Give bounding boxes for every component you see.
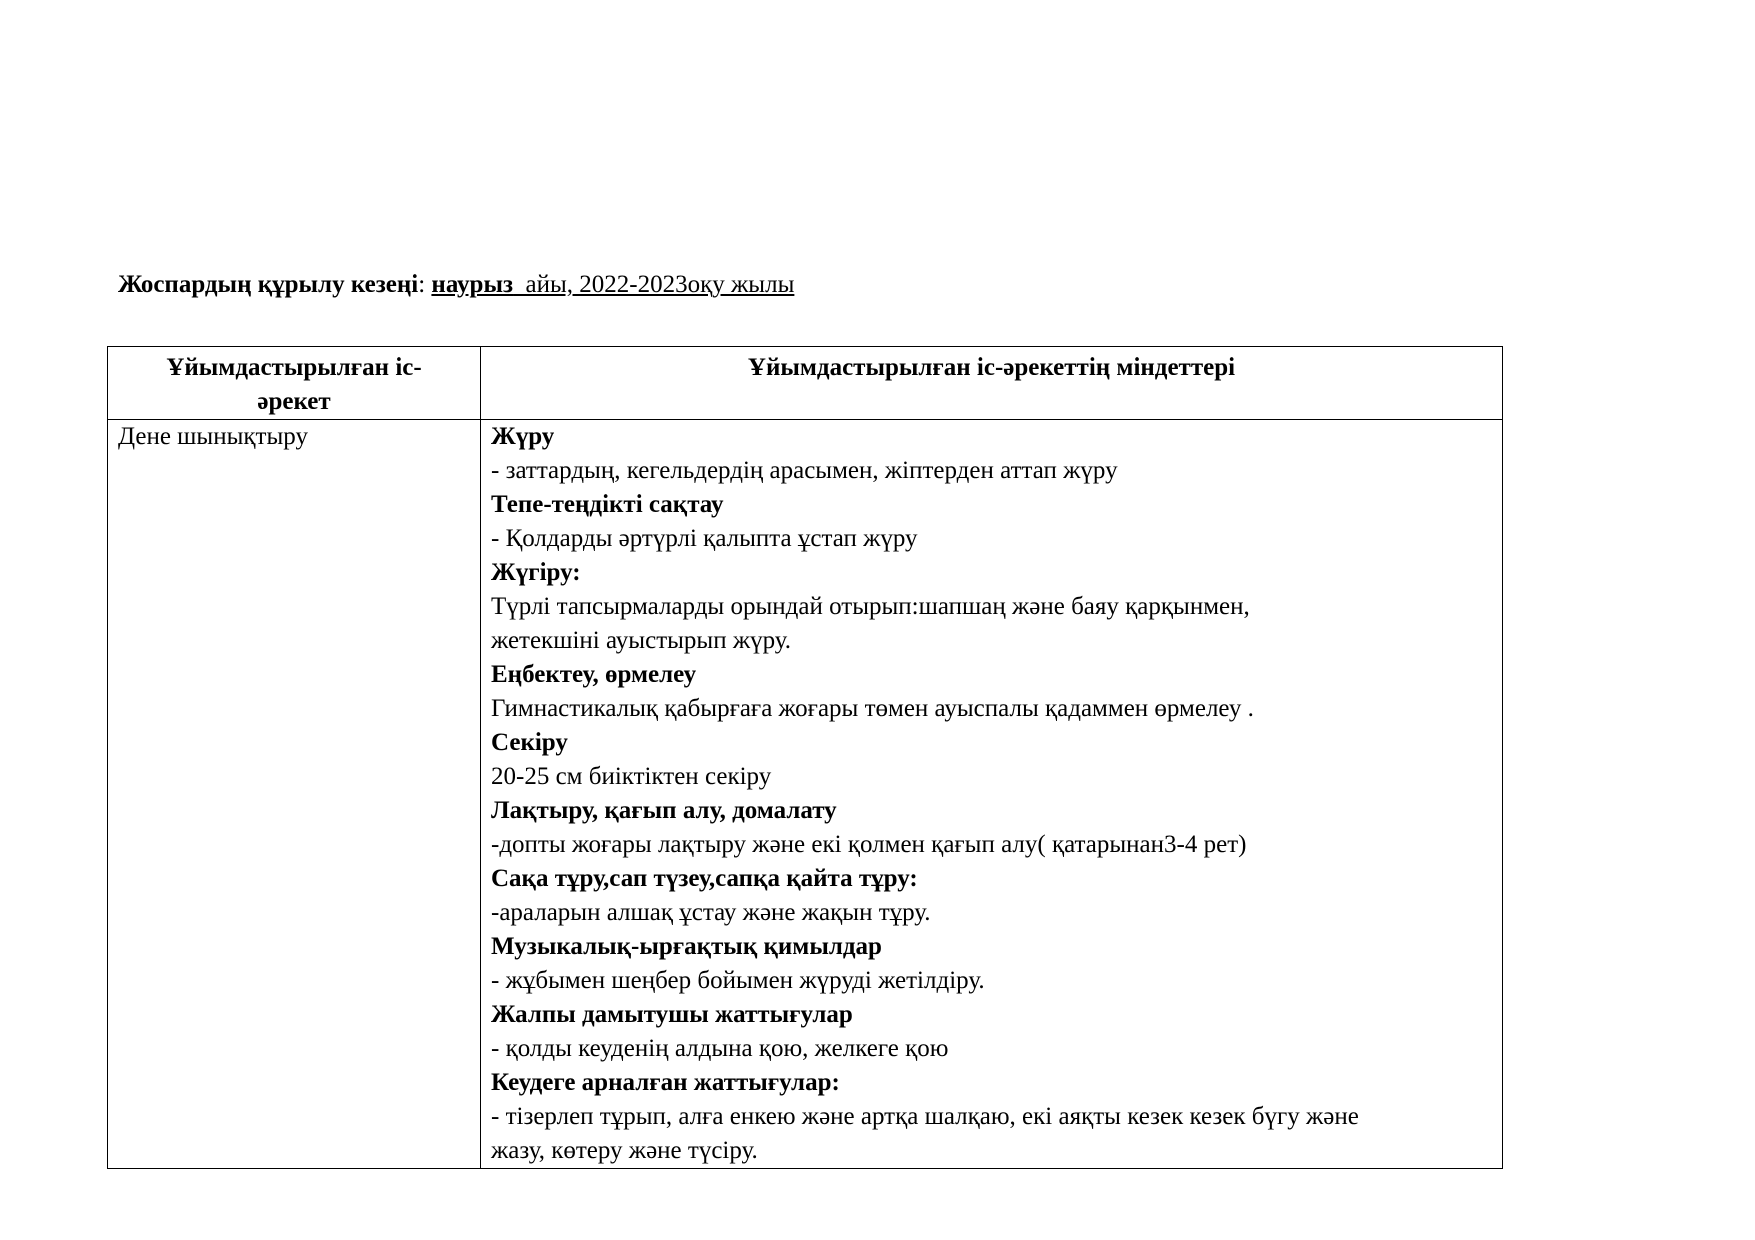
- tasks-list: [491, 420, 1492, 1168]
- task-section-text: - заттардың, кегельдердің арасымен, жіптерден аттап жүру: [491, 457, 1118, 484]
- task-section-title: Жүгіру:: [491, 559, 581, 586]
- task-section-title: Жүру: [491, 423, 555, 450]
- task-section-title: Музыкалық-ырғақтық қимылдар: [491, 933, 882, 960]
- activity-column-header: Ұйымдастырылған іс-әрекет: [108, 347, 481, 420]
- task-section-title: Сақа тұру,сап түзеу,сапқа қайта тұру:: [491, 865, 918, 892]
- task-section-title: Жалпы дамытушы жаттығулар: [491, 1001, 853, 1028]
- activity-cell: Дене шынықтыру: [108, 420, 481, 1169]
- plan-period-colon: :: [418, 271, 432, 298]
- task-section-title: Еңбектеу, өрмелеу: [491, 661, 697, 688]
- plan-period-label: Жоспардың құрылу кезеңі: [118, 271, 419, 298]
- tasks-column-header: Ұйымдастырылған іс-әрекеттің міндеттері: [481, 347, 1503, 420]
- plan-period-month: наурыз: [431, 271, 514, 298]
- task-section-title: Секіру: [491, 729, 568, 756]
- task-section-text: -допты жоғары лақтыру және екі қолмен қағып алу( қатарынан3-4 рет): [491, 831, 1247, 858]
- task-section-text: - қолды кеуденің алдына қою, желкеге қою: [491, 1035, 949, 1062]
- task-section-text: жетекшіні ауыстырып жүру.: [491, 627, 792, 654]
- task-section-text: жазу, көтеру және түсіру.: [491, 1137, 758, 1164]
- task-section-text: - Қолдарды әртүрлі қалыпта ұстап жүру: [491, 525, 918, 552]
- task-section-title: Кеудеге арналған жаттығулар:: [491, 1069, 840, 1096]
- task-section-text: Гимнастикалық қабырғаға жоғары төмен ауыспалы қадаммен өрмелеу .: [491, 695, 1254, 722]
- task-section-title: Лақтыру, қағып алу, домалату: [491, 797, 837, 824]
- plan-period-year: айы, 2022-2023оқу жылы: [513, 271, 795, 298]
- table-row: [108, 420, 1503, 1169]
- task-section-title: Тепе-теңдікті сақтау: [491, 491, 724, 518]
- task-section-text: - жұбымен шеңбер бойымен жүруді жетілдіру.: [491, 967, 985, 994]
- task-section-text: -араларын алшақ ұстау және жақын тұру.: [491, 899, 931, 926]
- task-section-text: - тізерлеп тұрып, алға енкею және артқа шалқаю, екі аяқты кезек кезек бүгу және: [491, 1103, 1359, 1130]
- tasks-cell: [481, 420, 1503, 1169]
- plan-period-heading: [118, 268, 794, 302]
- task-section-text: Түрлі тапсырмаларды орындай отырып:шапшаң және баяу қарқынмен,: [491, 593, 1250, 620]
- table-header-row: [108, 347, 1503, 420]
- task-section-text: 20-25 см биіктіктен секіру: [491, 763, 772, 790]
- plan-table: [107, 346, 1503, 1169]
